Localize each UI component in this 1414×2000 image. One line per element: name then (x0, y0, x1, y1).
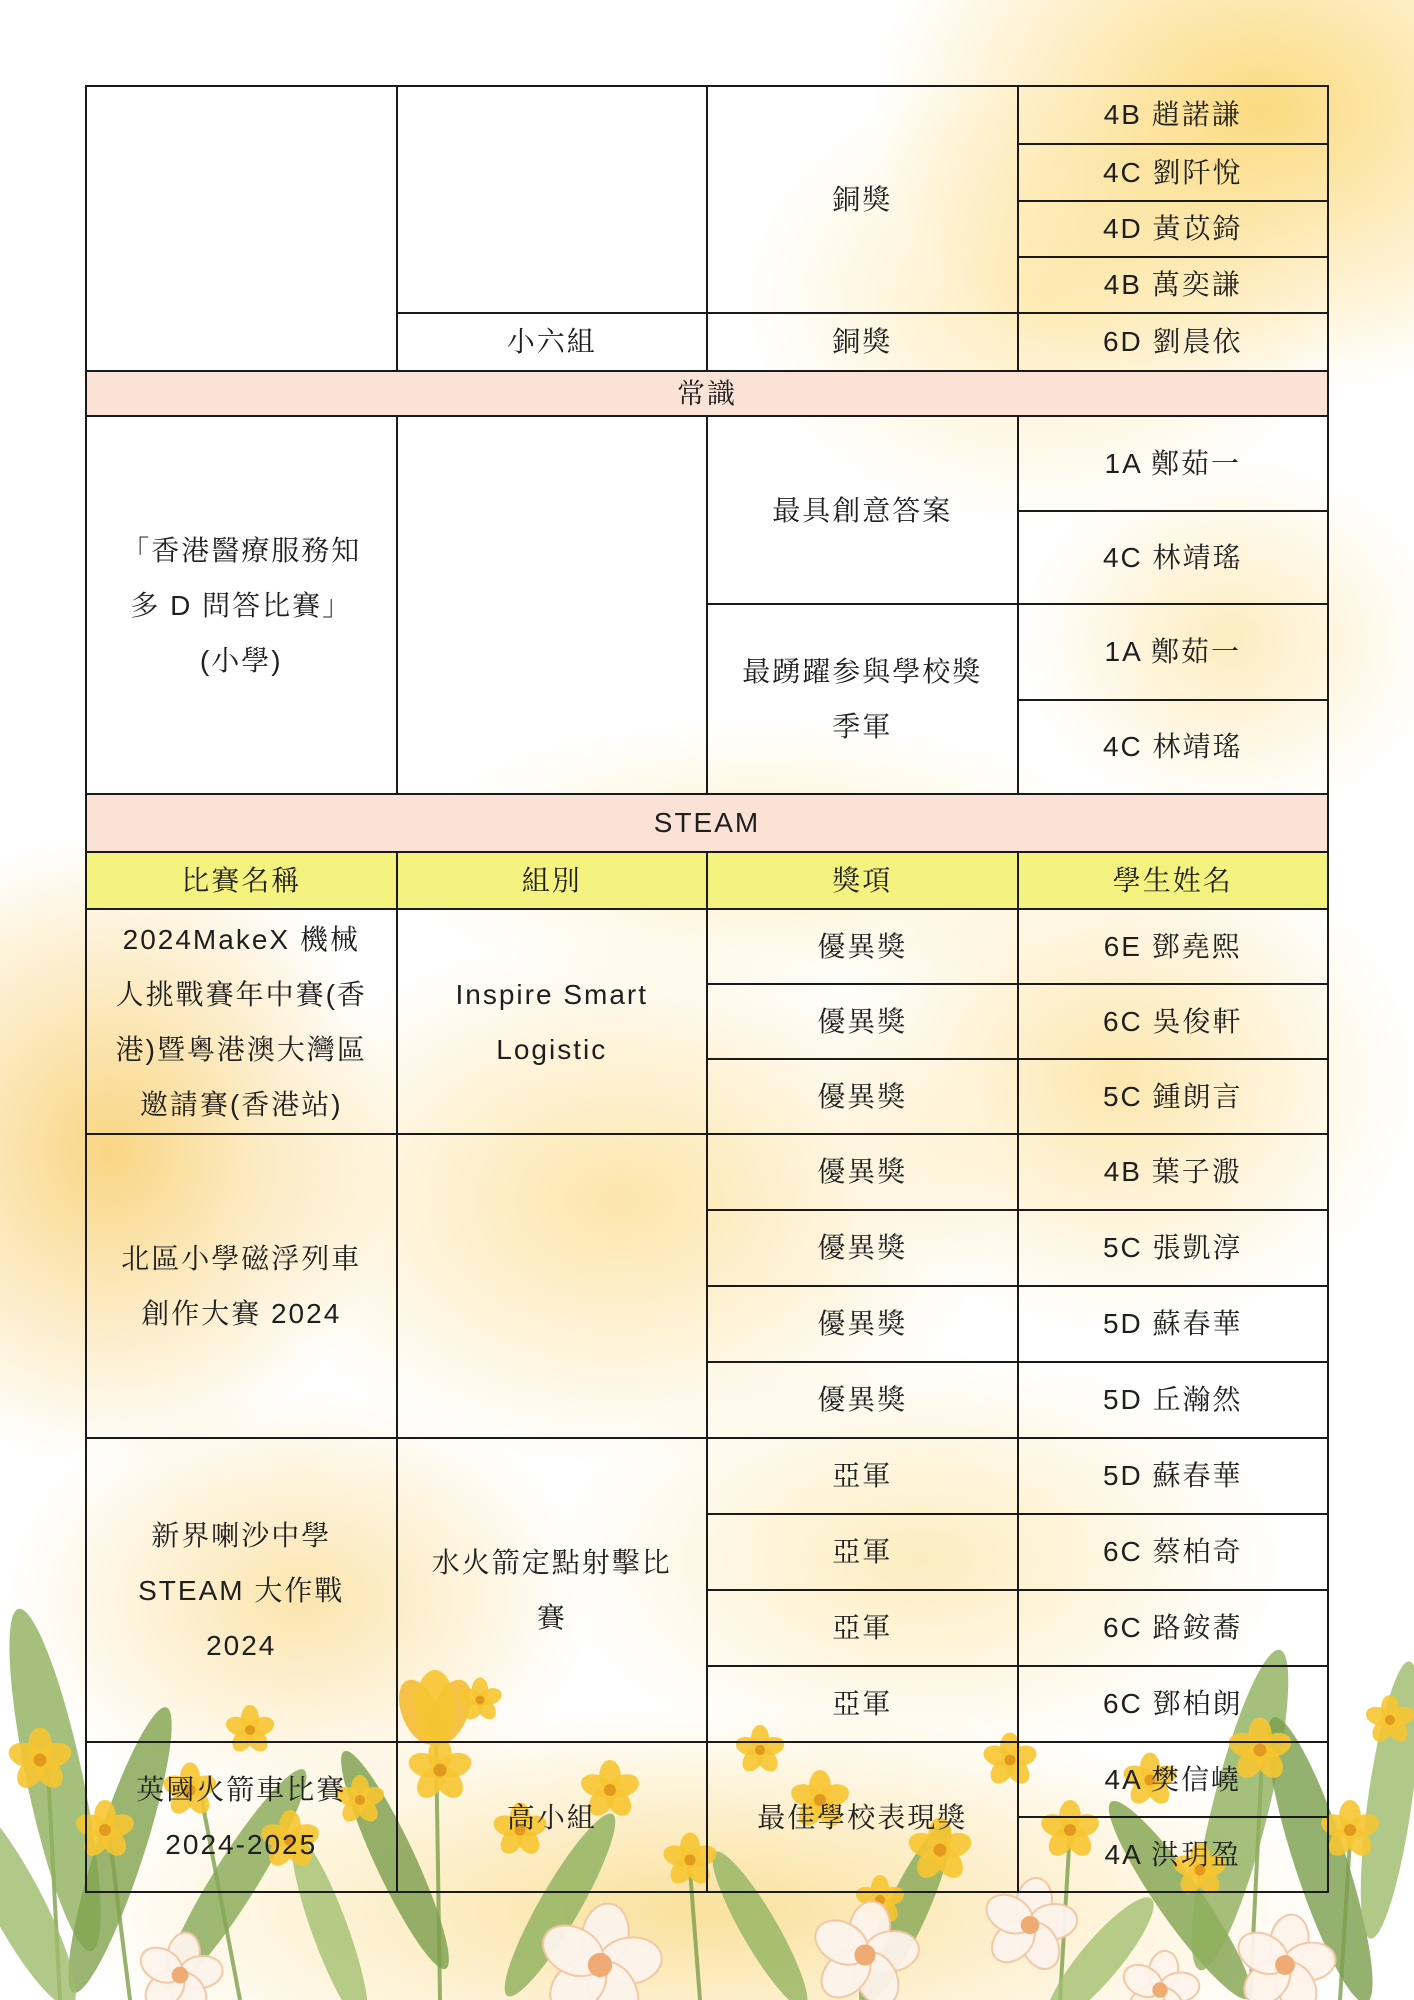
award-text: 最佳學校表現獎 (757, 1801, 968, 1833)
table-row (86, 1742, 1328, 1817)
group-cell (397, 313, 708, 371)
competition-cell (86, 86, 397, 371)
group-text: 小六組 (506, 326, 597, 358)
flower-center (1385, 1715, 1395, 1725)
student-name: 4A 洪玥盈 (1104, 1838, 1241, 1870)
student-cell (1018, 1666, 1329, 1742)
flower-center (172, 1967, 189, 1984)
group-text: Logistic (496, 1033, 608, 1065)
student-cell (1018, 144, 1329, 201)
competition-name-line: 創作大賽 2024 (141, 1298, 342, 1329)
group-text: 高小組 (506, 1801, 597, 1833)
header-label: 獎項 (832, 864, 893, 896)
student-name: 4B 趙諾謙 (1103, 99, 1242, 131)
student-cell (1018, 313, 1329, 371)
award-cell (707, 1210, 1018, 1286)
flower-center (1021, 1916, 1039, 1934)
award-text: 最踴躍参與學校獎 (742, 656, 983, 687)
table-row (86, 909, 1328, 984)
table-row (86, 1134, 1328, 1210)
student-cell (1018, 1210, 1329, 1286)
award-text: 優異獎 (817, 1005, 908, 1037)
competition-cell (86, 1438, 397, 1742)
award-cell (707, 1742, 1018, 1892)
award-cell (707, 416, 1018, 604)
group-cell (397, 909, 708, 1134)
competition-name-line: 北區小學磁浮列車 (121, 1243, 362, 1274)
student-cell (1018, 984, 1329, 1059)
award-text: 銅獎 (832, 183, 893, 215)
section-title: STEAM (653, 807, 761, 839)
student-name: 4C 劉阡悅 (1102, 156, 1243, 188)
award-cell (707, 1514, 1018, 1590)
competition-name-line: 2024MakeX 機械 (122, 923, 360, 955)
award-text: 亞軍 (832, 1688, 893, 1720)
flower-center (1275, 1955, 1295, 1975)
award-cell (707, 909, 1018, 984)
flower-center (1344, 1824, 1356, 1836)
competition-name-line: 人挑戰賽年中賽(香 (115, 978, 367, 1010)
student-cell (1018, 1514, 1329, 1590)
student-name: 5C 鍾朗言 (1102, 1080, 1243, 1112)
award-cell (707, 313, 1018, 371)
student-name: 6C 鄧柏朗 (1102, 1688, 1243, 1720)
table-row (86, 416, 1328, 511)
student-cell (1018, 909, 1329, 984)
award-text: 優異獎 (817, 1080, 908, 1112)
student-name: 5D 蘇春華 (1102, 1308, 1243, 1340)
competition-cell (86, 416, 397, 794)
award-cell (707, 1590, 1018, 1666)
competition-name-line: STEAM 大作戰 (138, 1574, 345, 1606)
student-name: 6C 蔡柏奇 (1102, 1536, 1243, 1568)
student-cell (1018, 1286, 1329, 1362)
group-text: 賽 (536, 1602, 567, 1633)
student-name: 5D 丘瀚然 (1102, 1384, 1243, 1416)
student-name: 5D 蘇春華 (1102, 1460, 1243, 1492)
student-cell (1018, 1438, 1329, 1514)
competition-name-line: 2024-2025 (165, 1829, 318, 1860)
student-name: 6C 路銨蕎 (1102, 1612, 1243, 1644)
competition-name-line: 英國火箭車比賽 (136, 1774, 347, 1805)
student-name: 4B 葉子溵 (1103, 1156, 1242, 1188)
flower-center (34, 1754, 47, 1767)
group-cell (397, 1134, 708, 1438)
competition-name-line: 2024 (206, 1629, 277, 1661)
student-cell (1018, 201, 1329, 257)
header-group (397, 852, 708, 909)
competition-name-line: 多 D 問答比賽」 (130, 589, 353, 621)
section-header-general-studies (86, 371, 1328, 416)
student-name: 4C 林靖瑤 (1102, 731, 1243, 763)
header-student-name (1018, 852, 1329, 909)
competition-cell (86, 1742, 397, 1892)
competition-cell (86, 1134, 397, 1438)
student-cell (1018, 1590, 1329, 1666)
flower-center (588, 1953, 612, 1977)
competition-name-line: 邀請賽(香港站) (139, 1088, 343, 1120)
student-name: 1A 鄭茹一 (1104, 447, 1241, 479)
competition-name-line: (小學) (199, 644, 283, 676)
student-cell (1018, 1362, 1329, 1438)
award-cell (707, 1286, 1018, 1362)
award-cell (707, 1059, 1018, 1134)
student-cell (1018, 86, 1329, 144)
section-header-steam (86, 794, 1328, 852)
student-name: 1A 鄭茹一 (1104, 636, 1241, 668)
header-competition-name (86, 852, 397, 909)
student-cell (1018, 257, 1329, 313)
group-cell (397, 86, 708, 313)
student-name: 4D 黃苡錡 (1102, 213, 1243, 245)
competition-name-line: 港)暨粵港澳大灣區 (115, 1033, 367, 1065)
award-cell (707, 604, 1018, 794)
section-header-row (86, 794, 1328, 852)
award-cell (707, 1666, 1018, 1742)
student-name: 4B 萬奕謙 (1103, 269, 1242, 301)
header-award (707, 852, 1018, 909)
student-cell (1018, 511, 1329, 604)
student-name: 6E 鄧堯熙 (1103, 930, 1242, 962)
white-flower (1118, 1948, 1201, 2000)
award-text: 優異獎 (817, 1156, 908, 1188)
group-cell (397, 416, 708, 794)
student-name: 5C 張凱淳 (1102, 1232, 1243, 1264)
student-cell (1018, 1059, 1329, 1134)
award-text: 季軍 (832, 711, 893, 742)
student-cell (1018, 1742, 1329, 1817)
award-text: 亞軍 (832, 1612, 893, 1644)
awards-table (85, 85, 1329, 1893)
award-text: 優異獎 (817, 930, 908, 962)
award-text: 優異獎 (817, 1232, 908, 1264)
student-name: 4A 樊信嶢 (1104, 1763, 1241, 1795)
table-row (86, 1438, 1328, 1514)
award-cell (707, 1134, 1018, 1210)
award-text: 優異獎 (817, 1308, 908, 1340)
student-cell (1018, 604, 1329, 700)
header-label: 比賽名稱 (181, 864, 302, 896)
flower-center (1152, 1982, 1167, 1997)
group-text: Inspire Smart (455, 978, 648, 1010)
award-cell (707, 984, 1018, 1059)
group-text: 水火箭定點射擊比 (431, 1547, 672, 1578)
header-label: 組別 (521, 864, 582, 896)
table-row (86, 86, 1328, 144)
award-text: 亞軍 (832, 1460, 893, 1492)
student-cell (1018, 1817, 1329, 1892)
section-header-row (86, 371, 1328, 416)
section-title: 常識 (676, 377, 737, 409)
student-cell (1018, 1134, 1329, 1210)
award-text: 最具創意答案 (772, 494, 953, 526)
student-name: 6C 吳俊軒 (1102, 1005, 1243, 1037)
header-label: 學生姓名 (1112, 864, 1233, 896)
column-header-row (86, 852, 1328, 909)
award-text: 銅獎 (832, 326, 893, 358)
flower-center (854, 1944, 875, 1965)
competition-cell (86, 909, 397, 1134)
student-cell (1018, 416, 1329, 511)
award-text: 亞軍 (832, 1536, 893, 1568)
student-cell (1018, 700, 1329, 794)
award-text: 優異獎 (817, 1384, 908, 1416)
group-cell (397, 1742, 708, 1892)
award-cell (707, 1362, 1018, 1438)
competition-name-line: 新界喇沙中學 (151, 1519, 332, 1551)
competition-name-line: 「香港醫療服務知 (121, 534, 362, 566)
award-cell (707, 1438, 1018, 1514)
award-cell (707, 86, 1018, 313)
group-cell (397, 1438, 708, 1742)
student-name: 4C 林靖瑤 (1102, 541, 1243, 573)
student-name: 6D 劉晨依 (1102, 326, 1243, 358)
